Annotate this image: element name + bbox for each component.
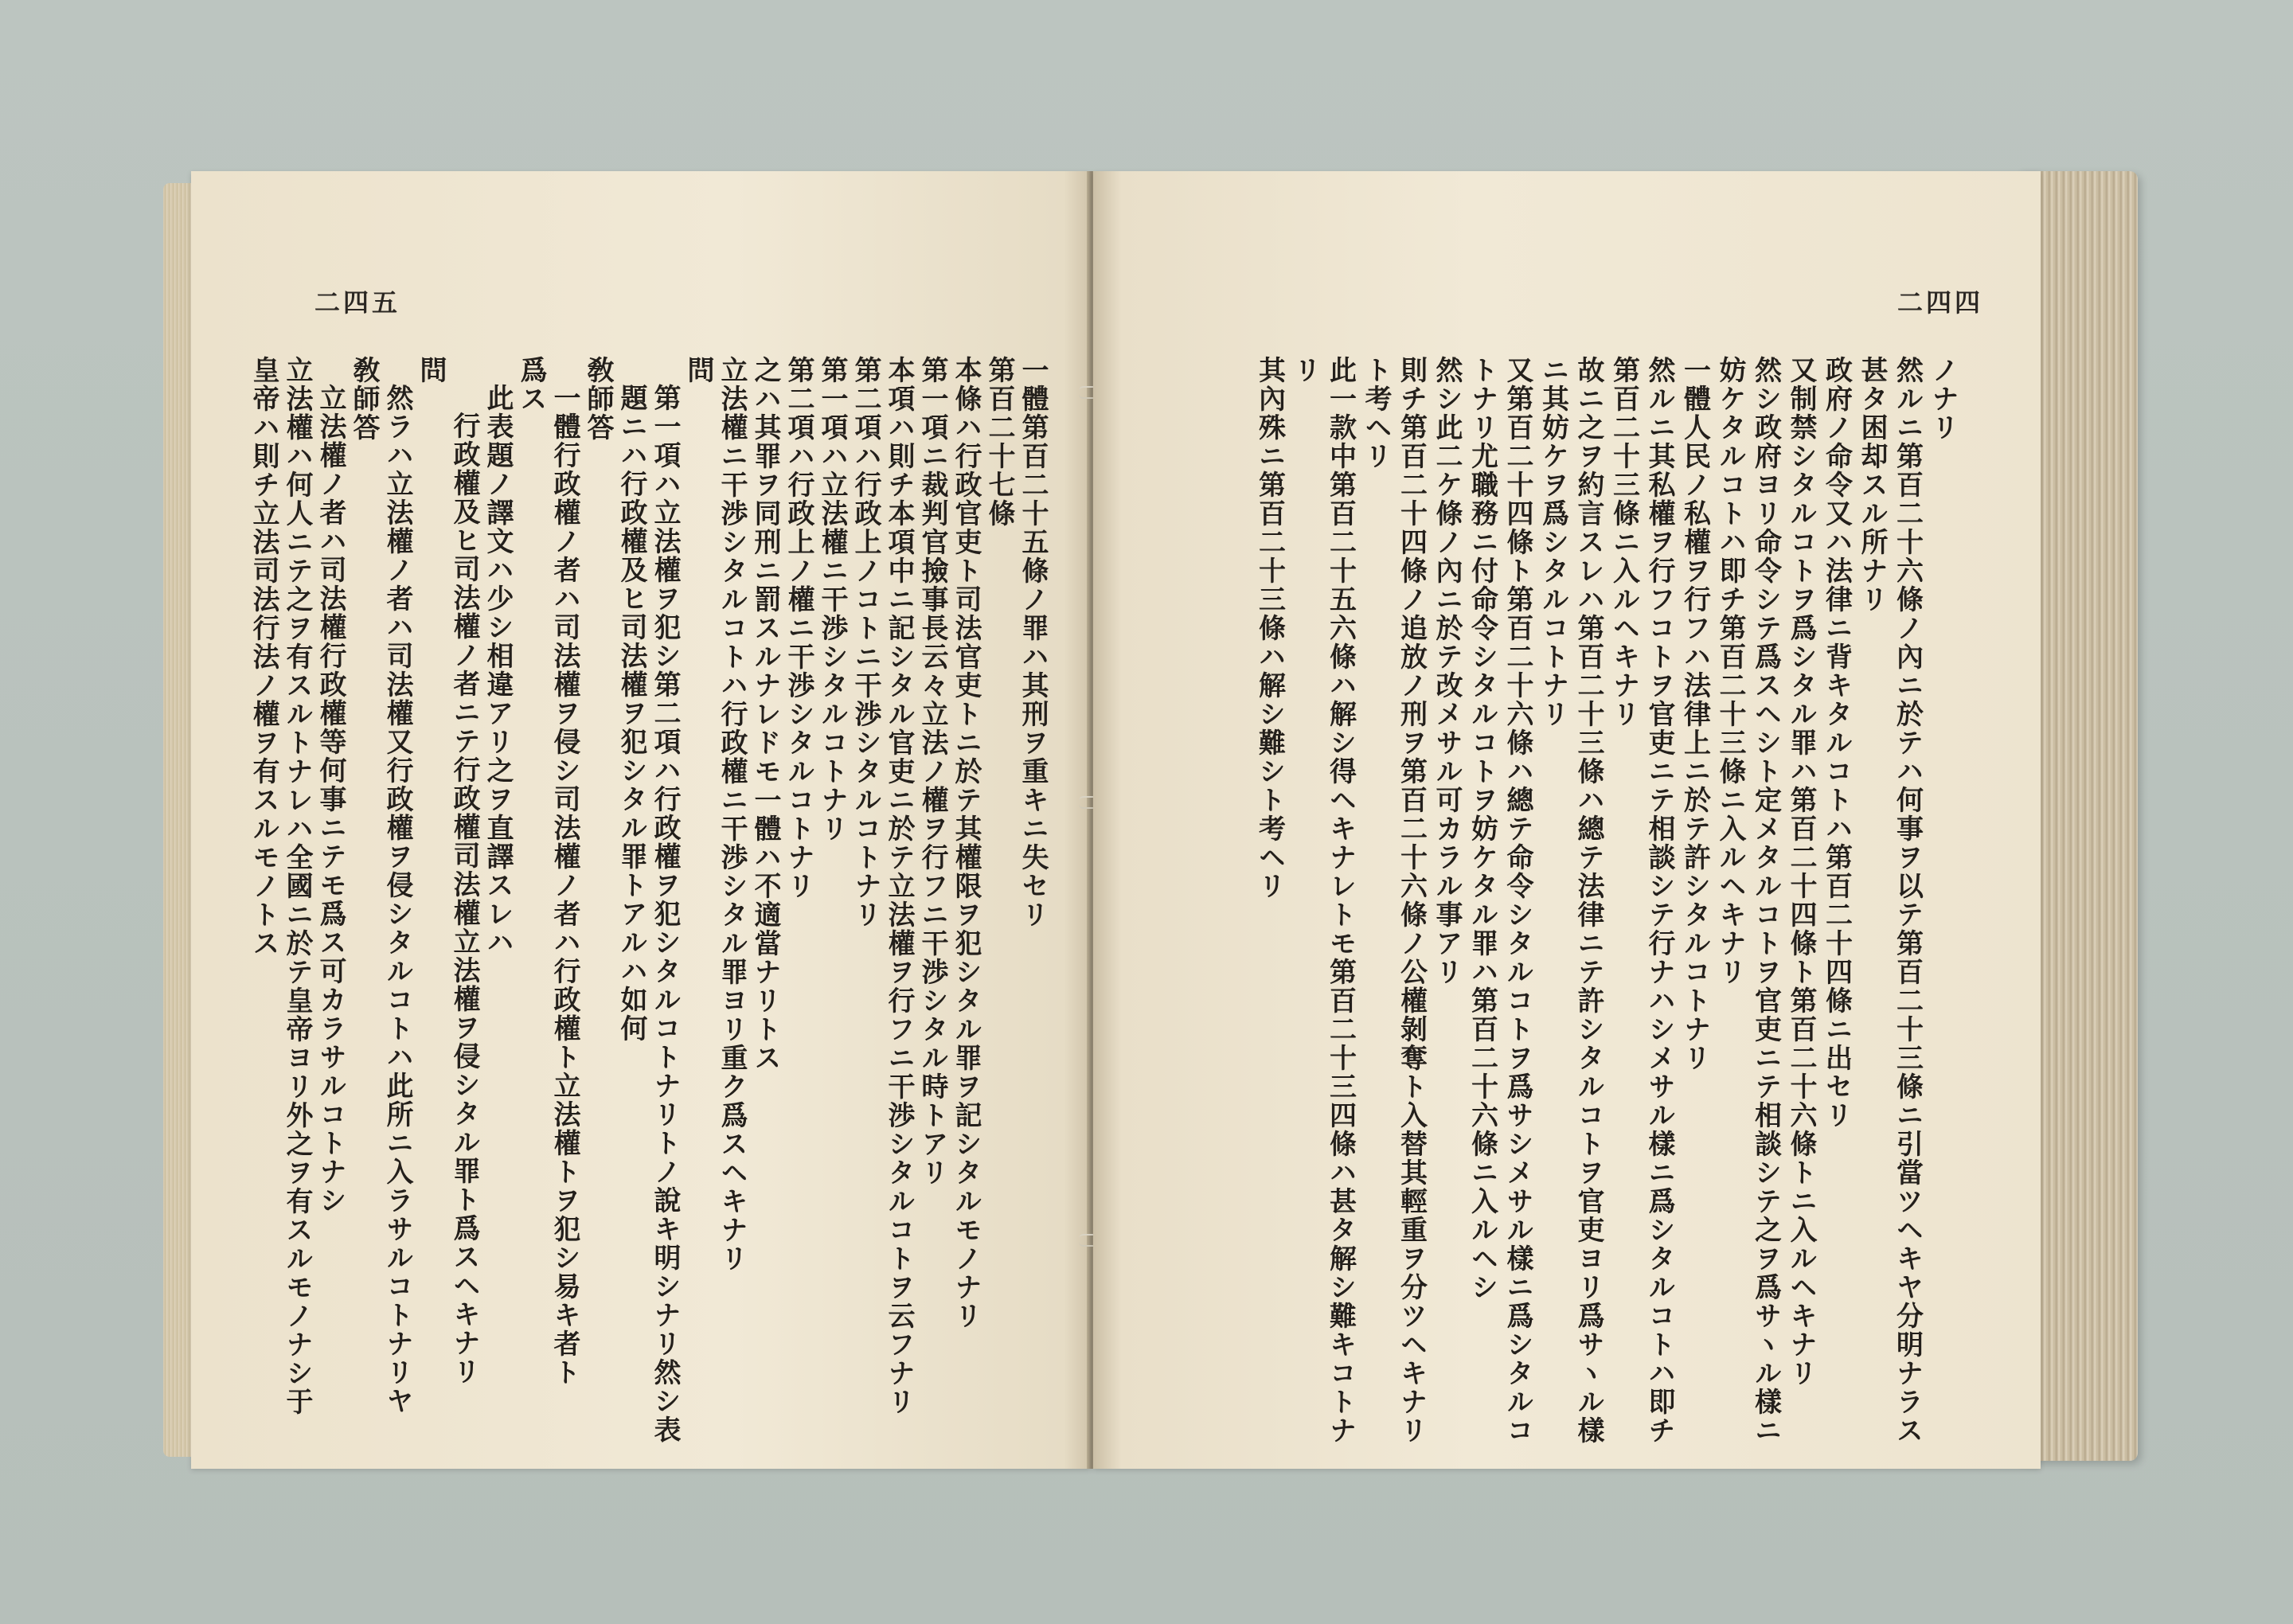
text-column: 此一款中第百二十五六條ハ解シ得ヘキナレトモ第百二十三四條ハ甚タ解シ難キコトナ xyxy=(1324,356,1357,1445)
text-column: ニ其妨ケヲ爲シタルコトナリ xyxy=(1537,356,1569,728)
text-column: 敎師答 xyxy=(348,356,380,442)
text-column: 第一項ニ裁判官撿事長云々立法ノ權ヲ行フニ干渉シタル時トアリ xyxy=(916,356,948,1187)
right-page xyxy=(1093,171,2041,1469)
text-column: 立法權ニ干渉シタルコトハ行政權ニ干渉シタル罪ヨリ重ク爲スヘキナリ xyxy=(716,356,748,1273)
text-column: 又第百二十四條ト第百二十六條ハ總テ命令シタルコトヲ爲サシメサル樣ニ爲シタルコ xyxy=(1502,356,1533,1445)
text-column: 然シ此二ケ條ノ內ニ於テ改メサル可カラル事アリ xyxy=(1431,356,1463,986)
text-column: 皇帝ハ則チ立法司法行法ノ權ヲ有スルモノトス xyxy=(248,356,279,958)
right-page-number: 二四四 xyxy=(1897,287,1984,318)
text-column: トナリ尤職務ニ付命令シタルコトヲ妨ケタル罪ハ第百二十六條ニ入ルヘシ xyxy=(1466,356,1498,1302)
open-book xyxy=(163,167,2138,1473)
text-column: 然ラハ立法權ノ者ハ司法權又行政權ヲ侵シタルコトハ此所ニ入ラサルコトナリヤ xyxy=(381,384,413,1415)
text-column: 行政權及ヒ司法權ノ者ニテ行政權司法權立法權ヲ侵シタル罪ト爲スヘキナリ xyxy=(448,412,480,1386)
text-column: 妨ケタルコトハ即チ第百二十三條ニ入ルヘキナリ xyxy=(1714,356,1746,986)
text-column: 敎師答 xyxy=(582,356,614,442)
text-column: 立法權ハ何人ニテ之ヲ有スルトナレハ全國ニ於テ皇帝ヨリ外之ヲ有スルモノナシ于 xyxy=(281,356,313,1416)
text-column: 第一項ハ立法權ヲ犯シ第二項ハ行政權ヲ犯シタルコトナリトノ說キ明シナリ然シ表 xyxy=(649,384,681,1444)
text-column: 一體行政權ノ者ハ司法權ヲ侵シ司法權ノ者ハ行政權ト立法權トヲ犯シ易キ者ト xyxy=(549,384,580,1387)
text-column: 問 xyxy=(682,356,714,385)
text-column: 第百二十三條ニ入ルヘキナリ xyxy=(1607,356,1640,728)
text-column: 故ニ之ヲ約言スレハ第百二十三條ハ總テ法律ニテ許シタルコトヲ官吏ヨリ爲サヽル樣 xyxy=(1572,356,1604,1445)
text-column: 一體人民ノ私權ヲ行フハ法律上ニ於テ許シタルコトナリ xyxy=(1678,356,1711,1072)
text-column: 第一項ハ立法權ニ干渉シタルコトナリ xyxy=(816,356,848,843)
left-page-number: 二四五 xyxy=(314,287,401,318)
text-column: 甚タ困却スル所ナリ xyxy=(1856,356,1888,614)
text-column: 然ルニ其私權ヲ行フコトヲ官吏ニテ相談シテ行ナハシメサル樣ニ爲シタルコトハ即チ xyxy=(1643,356,1675,1445)
text-column: ノナリ xyxy=(1927,356,1959,442)
text-column: 爲ス xyxy=(515,356,547,413)
text-column: 第二項ハ行政上ノ權ニ干渉シタルコトナリ xyxy=(783,356,814,900)
text-column: 則チ第百二十四條ノ追放ノ刑ヲ第百二十六條ノ公權剝奪ト入替其輕重ヲ分ツヘキナリ xyxy=(1395,356,1428,1445)
text-column: 一體第百二十五條ノ罪ハ其刑ヲ重キニ失セリ xyxy=(1017,356,1049,929)
left-page xyxy=(191,171,1091,1469)
text-column: 本項ハ則チ本項中ニ記シタル官吏ニ於テ立法權ヲ行フニ干渉シタルコトヲ云フナリ xyxy=(883,356,915,1416)
text-column: 題ニハ行政權及ヒ司法權ヲ犯シタル罪トアルハ如何 xyxy=(615,384,647,1043)
text-column: 立法權ノ者ハ司法權行政權等何事ニテモ爲ス可カラサルコトナシ xyxy=(314,384,346,1215)
text-column: 第百二十七條 xyxy=(983,356,1015,528)
text-column: 政府ノ命令又ハ法律ニ背キタルコトハ第百二十四條ニ出セリ xyxy=(1820,356,1853,1130)
text-column: 然シ政府ヨリ命令シテ爲スヘシト定メタルコトヲ官吏ニテ相談シテ之ヲ爲サヽル樣ニ xyxy=(1749,356,1782,1445)
book-left-edge xyxy=(163,183,195,1457)
text-column: 問 xyxy=(415,356,447,385)
text-column: 然ルニ第百二十六條ノ內ニ於テハ何事ヲ以テ第百二十三條ニ引當ツヘキヤ分明ナラス xyxy=(1891,356,1924,1445)
text-column: ト考ヘリ xyxy=(1360,356,1392,470)
text-column: 之ハ其罪ヲ同刑ニ罰スルナレドモ一體ハ不適當ナリトス xyxy=(749,356,781,1072)
text-column: 第二項ハ行政上ノコトニ干渉シタルコトナリ xyxy=(850,356,881,929)
text-column: 又制禁シタルコトヲ爲シタル罪ハ第百二十四條ト第百二十六條トニ入ルヘキナリ xyxy=(1785,356,1817,1388)
text-column: 其內殊ニ第百二十三條ハ解シ難シト考ヘリ xyxy=(1253,356,1286,900)
text-column: 此表題ノ譯文ハ少シ相違アリ之ヲ直譯スレハ xyxy=(482,384,514,957)
text-column: リ xyxy=(1289,356,1321,385)
text-column: 本條ハ行政官吏ト司法官吏トニ於テ其權限ヲ犯シタル罪ヲ記シタルモノナリ xyxy=(950,356,982,1330)
